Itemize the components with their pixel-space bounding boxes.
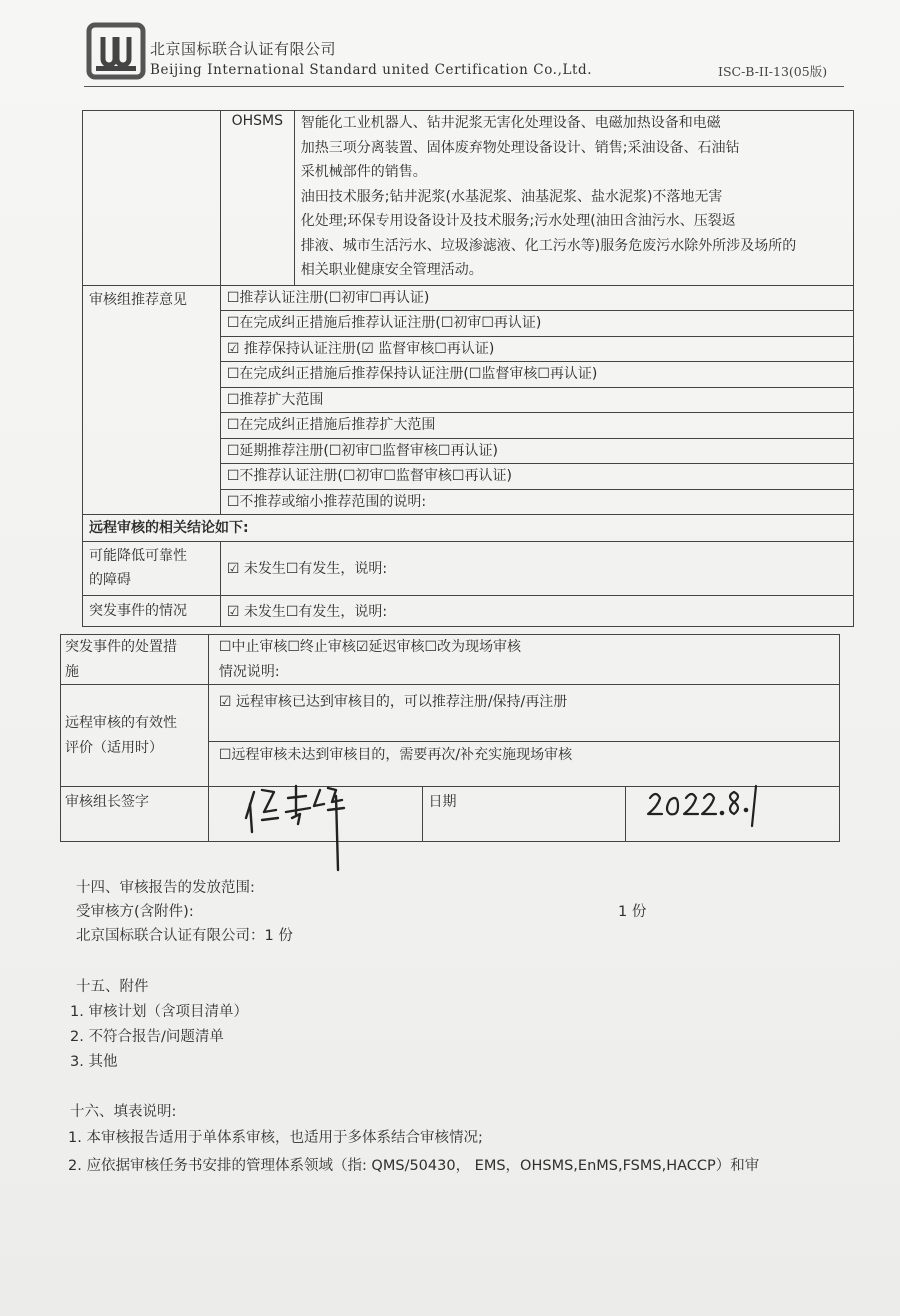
document-code: ISC-B-II-13(05版): [718, 64, 828, 79]
effectiveness-option: ☐远程审核未达到审核目的，需要再次/补充实施现场审核: [208, 742, 839, 787]
scope-label-cell: [83, 111, 221, 286]
recommendation-option: ☐在完成纠正措施后推荐扩大范围: [220, 413, 853, 439]
instruction-item: 1. 本审核报告适用于单体系审核，也适用于多体系结合审核情况;: [68, 1130, 483, 1146]
scope-line: 采机械部件的销售。: [300, 164, 427, 180]
recommendation-option: ☐推荐认证注册(☐初审☐再认证): [220, 285, 853, 311]
effectiveness-option: ☑ 远程审核已达到审核目的，可以推荐注册/保持/再注册: [208, 685, 839, 742]
instruction-item: 2. 应依据审核任务书安排的管理体系领域（指: QMS/50430， EMS，OHSMS,EnMS,FSMS,HACCP）和审: [68, 1158, 760, 1174]
recommendation-option: ☐不推荐认证注册(☐初审☐监督审核☐再认证): [220, 464, 853, 490]
scope-line: 化处理;环保专用设备设计及技术服务;污水处理(油田含油污水、压裂返: [300, 213, 736, 229]
attachment-item: 1. 审核计划（含项目清单）: [70, 1004, 248, 1020]
recommendation-label: 审核组推荐意见: [83, 285, 221, 515]
reliability-label-line: 可能降低可靠性: [89, 547, 187, 564]
leader-signature-label: 审核组长签字: [61, 787, 209, 842]
reliability-label-line: 的障碍: [89, 572, 131, 588]
company-name-cn: 北京国标联合认证有限公司: [150, 40, 337, 58]
handling-label-line: 突发事件的处置措: [65, 639, 177, 655]
scope-line: 相关职业健康安全管理活动。: [300, 262, 483, 278]
effectiveness-label: [61, 685, 209, 787]
recommendation-option: ☐不推荐或缩小推荐范围的说明:: [220, 489, 853, 515]
distribution-heading: 十四、审核报告的发放范围:: [76, 880, 255, 896]
emergency-label: 突发事件的情况: [83, 595, 221, 627]
recommendation-option: ☐在完成纠正措施后推荐认证注册(☐初审☐再认证): [220, 311, 853, 337]
effectiveness-label-line: 评价（适用时）: [65, 739, 163, 756]
attachments-heading: 十五、附件: [76, 979, 149, 995]
reliability-label: [83, 541, 221, 595]
scope-line: 油田技术服务;钻井泥浆(水基泥浆、油基泥浆、盐水泥浆)不落地无害: [300, 188, 723, 205]
handling-note: 情况说明:: [218, 663, 280, 680]
distribution-auditee: 受审核方(含附件):: [76, 904, 194, 920]
distribution-company: 北京国标联合认证有限公司：1 份: [76, 928, 293, 944]
attachment-item: 3. 其他: [70, 1054, 118, 1070]
remote-heading: 远程审核的相关结论如下:: [83, 515, 854, 542]
handling-value: [208, 635, 839, 685]
scope-line: 排液、城市生活污水、垃圾渗滤液、化工污水等)服务危废污水除外所涉及场所的: [300, 237, 797, 254]
handwritten-date-icon: [640, 780, 770, 830]
handling-options: ☐中止审核☐终止审核☑延迟审核☐改为现场审核: [218, 639, 522, 655]
audit-conclusion-table: [82, 110, 854, 627]
instructions-heading: 十六、填表说明:: [70, 1104, 177, 1120]
header-rule: [84, 86, 844, 87]
attachment-item: 2. 不符合报告/问题清单: [70, 1029, 224, 1045]
emergency-value: ☑ 未发生☐有发生，说明:: [220, 595, 853, 627]
handling-label-line: 施: [65, 663, 79, 680]
scope-standard: OHSMS: [220, 111, 294, 286]
recommendation-option: ☐延期推荐注册(☐初审☐监督审核☐再认证): [220, 438, 853, 464]
effectiveness-label-line: 远程审核的有效性: [65, 715, 177, 731]
scope-text: [294, 111, 853, 286]
handling-label: [61, 635, 209, 685]
leader-signature-icon: [240, 770, 370, 880]
distribution-auditee-count: 1 份: [618, 904, 647, 920]
reliability-value: ☑ 未发生☐有发生，说明:: [220, 541, 853, 595]
recommendation-option: ☑ 推荐保持认证注册(☑ 监督审核☐再认证): [220, 336, 853, 362]
company-name-en: Beijing International Standard united Certification Co.,Ltd.: [150, 62, 593, 78]
scope-line: 加热三项分离装置、固体废弃物处理设备设计、销售;采油设备、石油钻: [300, 139, 740, 156]
date-label: 日期: [422, 787, 626, 842]
recommendation-option: ☐在完成纠正措施后推荐保持认证注册(☐监督审核☐再认证): [220, 362, 853, 388]
recommendation-option: ☐推荐扩大范围: [220, 387, 853, 413]
company-logo-icon: [86, 22, 146, 80]
scope-line: 智能化工业机器人、钻井泥浆无害化处理设备、电磁加热设备和电磁: [300, 115, 721, 131]
